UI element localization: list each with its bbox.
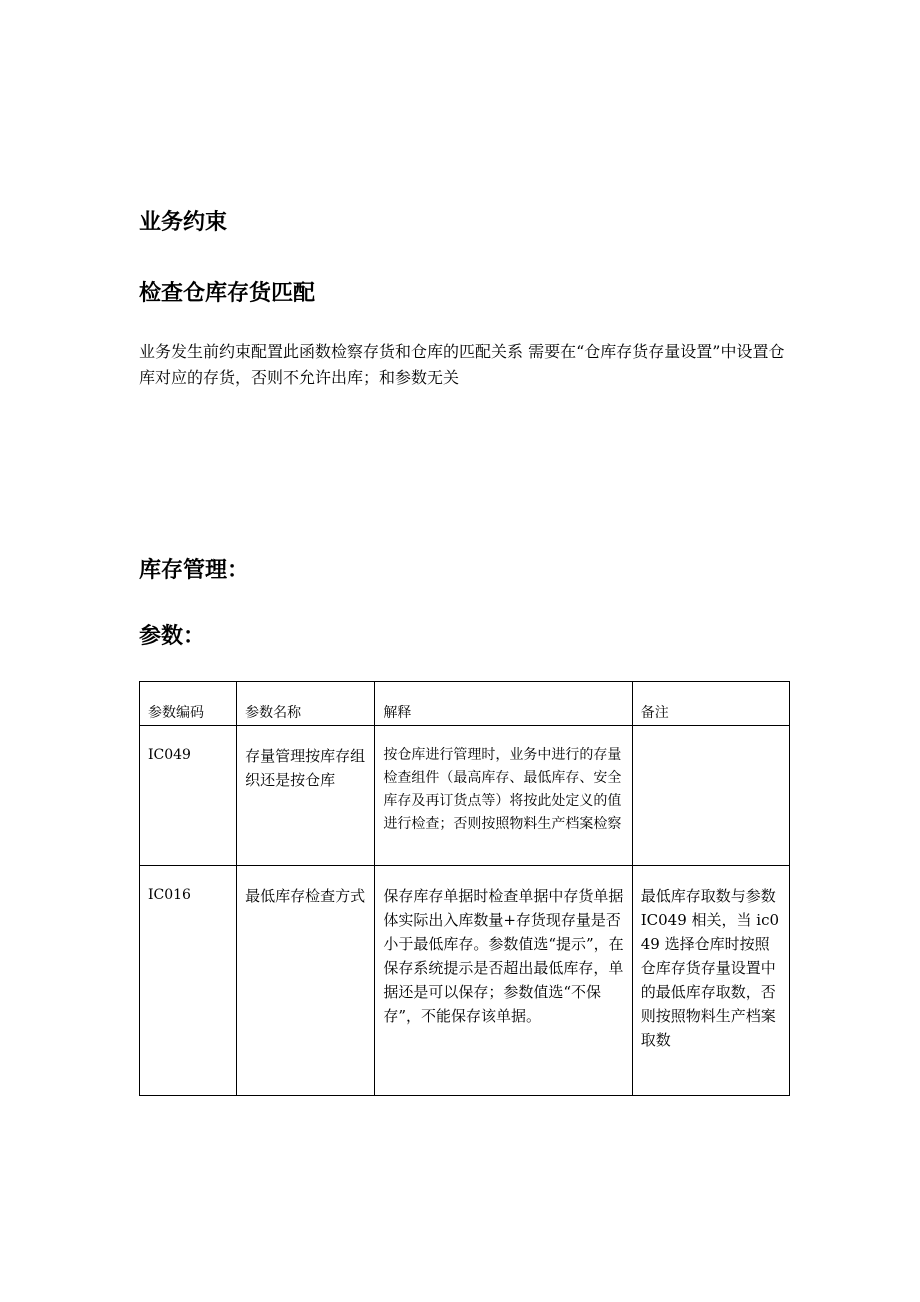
section-heading-business-constraint: 业务约束	[139, 210, 228, 235]
table-row	[140, 866, 790, 1096]
cell-remark: 最低库存取数与参数 IC049 相关，当 ic049 选择仓库时按照仓库存货存量设置中的最低库存取数，否则按照物料生产档案取数	[632, 866, 789, 1096]
cell-param-name: 存量管理按库存组织还是按仓库	[237, 726, 375, 866]
table-header-row	[140, 682, 790, 726]
header-param-name: 参数名称	[237, 682, 375, 726]
table-row	[140, 726, 790, 866]
cell-explanation: 按仓库进行管理时，业务中进行的存量检查组件（最高库存、最低库存、安全库存及再订货点等）将按此处定义的值进行检查；否则按照物料生产档案检察	[375, 726, 632, 866]
header-explanation: 解释	[375, 682, 632, 726]
description-paragraph: 业务发生前约束配置此函数检察存货和仓库的匹配关系 需要在“仓库存货存量设置”中设置仓库对应的存货，否则不允许出库；和参数无关	[139, 342, 785, 387]
header-remark: 备注	[632, 682, 789, 726]
cell-param-code: IC049	[140, 726, 237, 866]
cell-param-name: 最低库存检查方式	[237, 866, 375, 1096]
function-title: 检查仓库存货匹配	[139, 281, 316, 306]
cell-remark	[632, 726, 789, 866]
header-param-code: 参数编码	[140, 682, 237, 726]
cell-explanation: 保存库存单据时检查单据中存货单据体实际出入库数量+存货现存量是否小于最低库存。参数值选“提示”，在保存系统提示是否超出最低库存，单据还是可以保存；参数值选“不保存”，不能保存该单据。	[375, 866, 632, 1096]
section-heading-inventory-management: 库存管理：	[139, 558, 250, 583]
parameter-table	[139, 681, 790, 1096]
cell-param-code: IC016	[140, 866, 237, 1096]
section-heading-parameters: 参数：	[139, 624, 206, 649]
